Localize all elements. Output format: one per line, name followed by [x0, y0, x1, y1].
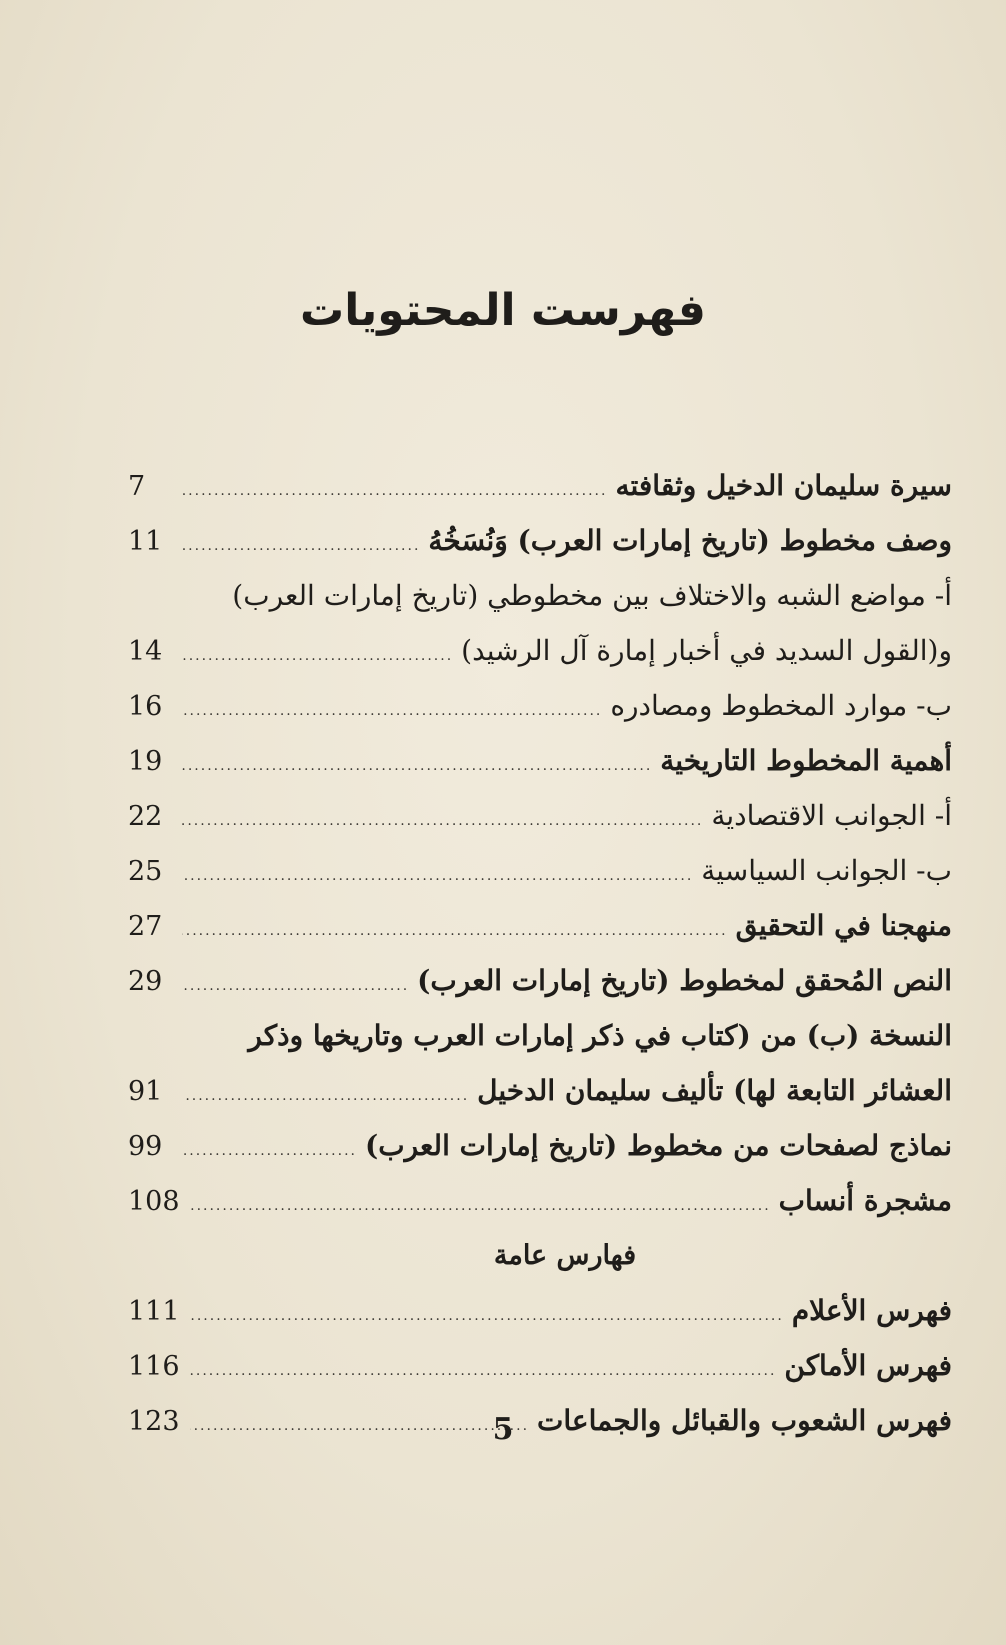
- toc-entry-label: سيرة سليمان الدخيل وثقافته: [615, 469, 952, 502]
- toc-entry-page: 29: [128, 966, 163, 997]
- leader-dots: [182, 519, 420, 574]
- index-entry: [128, 1338, 952, 1393]
- toc-entry-page: 91: [128, 1076, 163, 1107]
- index-entry: [128, 1283, 952, 1338]
- toc-entry-label: العشائر التابعة لها) تأليف سليمان الدخيل: [477, 1074, 952, 1107]
- index-entry-page: 111: [128, 1296, 180, 1327]
- toc-entry-label: نماذج لصفحات من مخطوط (تاريخ إمارات العرب): [364, 1129, 952, 1162]
- toc-entry-page: 7: [128, 471, 146, 502]
- toc-entry: [128, 953, 952, 1008]
- leader-dots: [182, 849, 693, 904]
- index-entry-page: 123: [128, 1406, 180, 1437]
- toc-entry-label: و(القول السديد في أخبار إمارة آل الرشيد): [461, 634, 952, 667]
- toc-entry-label: ب- الجوانب السياسية: [701, 854, 952, 887]
- toc-entry-page: 22: [128, 801, 163, 832]
- toc-entry-page: 25: [128, 856, 163, 887]
- toc-entry-label: أ- مواضع الشبه والاختلاف بين مخطوطي (تاريخ إمارات العرب): [232, 579, 952, 612]
- page-number: 5: [492, 1412, 514, 1447]
- page-title: فهرست المحتويات: [299, 285, 706, 336]
- index-entry-label: فهرس الأماكن: [784, 1349, 952, 1382]
- toc-entry-page: 19: [128, 746, 163, 777]
- toc-entry: [128, 623, 952, 678]
- toc-entry-label: النص المُحقق لمخطوط (تاريخ إمارات العرب): [417, 964, 952, 997]
- toc-entry: [128, 733, 952, 788]
- toc-entry-page: 108: [128, 1186, 180, 1217]
- toc-entry-page: 16: [128, 691, 163, 722]
- leader-dots: [182, 959, 409, 1014]
- toc-entry-continued: [128, 1008, 952, 1063]
- leader-dots: [182, 1069, 469, 1124]
- leader-dots: [182, 464, 607, 519]
- toc-entry: [128, 788, 952, 843]
- toc-entry: [128, 678, 952, 733]
- leader-dots: [182, 684, 602, 739]
- index-entry-label: فهرس الأعلام: [791, 1294, 952, 1327]
- toc-entry-page: 99: [128, 1131, 163, 1162]
- section-heading-label: فهارس عامة: [493, 1240, 637, 1271]
- leader-dots: [190, 1179, 771, 1234]
- toc-entry: [128, 1173, 952, 1228]
- toc-entry-label: ب- موارد المخطوط ومصادره: [610, 689, 952, 722]
- toc-entry-page: 27: [128, 911, 163, 942]
- leader-dots: [182, 1124, 357, 1179]
- leader-dots: [190, 1289, 784, 1344]
- toc-entry: [128, 1118, 952, 1173]
- leader-dots: [182, 739, 652, 794]
- leader-dots: [182, 629, 453, 684]
- toc-entry-label: أهمية المخطوط التاريخية: [660, 744, 952, 777]
- toc-entry-page: 11: [128, 526, 163, 557]
- toc-entry-label: منهجنا في التحقيق: [735, 909, 952, 942]
- section-heading: [128, 1228, 952, 1283]
- leader-dots: [182, 904, 728, 959]
- toc-entry-label: النسخة (ب) من (كتاب في ذكر إمارات العرب وتاريخها وذكر: [248, 1019, 952, 1052]
- index-entry-page: 116: [128, 1351, 180, 1382]
- toc-entry: [128, 458, 952, 513]
- toc-entry-page: 14: [128, 636, 163, 667]
- toc-entry: [128, 513, 952, 568]
- index-entry-label: فهرس الشعوب والقبائل والجماعات: [537, 1404, 952, 1437]
- toc-entry-label: وصف مخطوط (تاريخ إمارات العرب) وَنُسَخُهُ: [428, 524, 952, 557]
- leader-dots: [182, 794, 703, 849]
- toc-entry: [128, 1063, 952, 1118]
- toc-entry: [128, 843, 952, 898]
- leader-dots: [190, 1344, 777, 1399]
- toc-entry-label: مشجرة أنساب: [778, 1184, 952, 1217]
- toc-entry-continued: [128, 568, 952, 623]
- table-of-contents: [128, 458, 952, 1448]
- toc-entry: [128, 898, 952, 953]
- toc-entry-label: أ- الجوانب الاقتصادية: [711, 799, 952, 832]
